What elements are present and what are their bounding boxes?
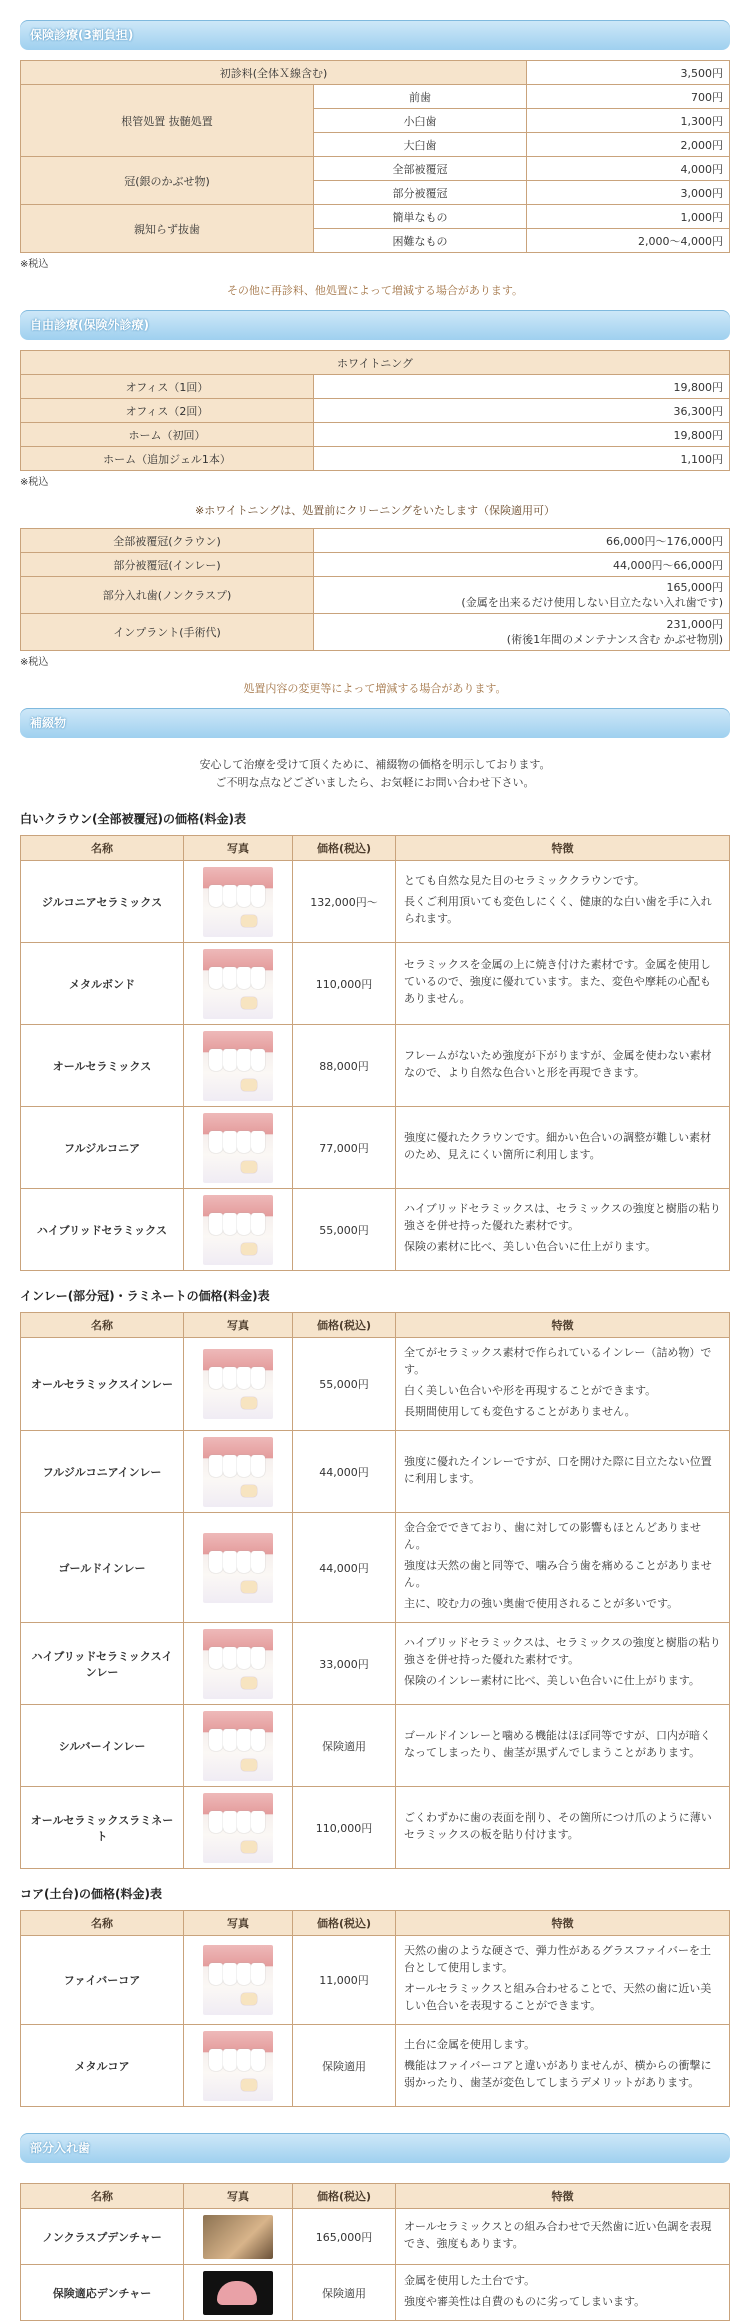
- column-header-name: 名称: [21, 836, 184, 861]
- tooth-photo: [203, 2215, 273, 2259]
- feature-line: 白く美しい色合いや形を再現することができます。: [404, 1384, 657, 1397]
- item-price: 132,000円〜: [293, 861, 396, 943]
- insured-table: [20, 60, 730, 253]
- table-header-row: [21, 1313, 730, 1338]
- row-sub: 前歯: [314, 85, 527, 109]
- item-photo: [184, 1189, 293, 1271]
- tooth-photo: [203, 2271, 273, 2315]
- table-row: [21, 943, 730, 1025]
- row-label: 冠(銀のかぶせ物): [21, 157, 314, 205]
- column-header-photo: 写真: [184, 1911, 293, 1936]
- table-row: [21, 1936, 730, 2025]
- tooth-photo: [203, 1945, 273, 2015]
- table-row: [21, 1338, 730, 1431]
- row-value: 2,000〜4,000円: [527, 229, 730, 253]
- row-value: 19,800円: [314, 423, 730, 447]
- table-row: [21, 2025, 730, 2107]
- item-name: メタルボンド: [21, 943, 184, 1025]
- row-label: 部分入れ歯(ノンクラスプ): [21, 577, 314, 614]
- item-photo: [184, 1513, 293, 1623]
- item-price: 110,000円: [293, 1787, 396, 1869]
- tooth-photo: [203, 1533, 273, 1603]
- item-feature: [396, 1189, 730, 1271]
- item-name: ハイブリッドセラミックスインレー: [21, 1623, 184, 1705]
- item-name: ジルコニアセラミックス: [21, 861, 184, 943]
- prosthesis-intro: [20, 756, 730, 792]
- table-row: [21, 375, 730, 399]
- item-photo: [184, 1338, 293, 1431]
- item-feature: [396, 1623, 730, 1705]
- item-feature: [396, 1936, 730, 2025]
- item-photo: [184, 1025, 293, 1107]
- table-row: [21, 553, 730, 577]
- item-feature: [396, 1338, 730, 1431]
- feature-line: セラミックスを金属の上に焼き付けた素材です。金属を使用しているので、強度に優れています。また、変色や摩耗の心配もありません。: [404, 958, 711, 1005]
- table-header-row: [21, 1911, 730, 1936]
- item-name: フルジルコニア: [21, 1107, 184, 1189]
- row-label: 親知らず抜歯: [21, 205, 314, 253]
- row-label: 根管処置 抜髄処置: [21, 85, 314, 157]
- row-value: 3,500円: [527, 61, 730, 85]
- column-header-feature: 特徴: [396, 1313, 730, 1338]
- row-value: 44,000円〜66,000円: [314, 553, 730, 577]
- table-row: [21, 1705, 730, 1787]
- item-feature: [396, 2209, 730, 2265]
- item-price: 165,000円: [293, 2209, 396, 2265]
- row-value: 4,000円: [527, 157, 730, 181]
- feature-line: 主に、咬む力の強い奥歯で使用されることが多いです。: [404, 1597, 679, 1610]
- row-sub: 簡単なもの: [314, 205, 527, 229]
- item-price: 保険適用: [293, 2265, 396, 2321]
- price-text: 165,000円: [666, 581, 723, 594]
- table-row: [21, 1189, 730, 1271]
- feature-line: オールセラミックスと組み合わせることで、天然の歯に近い美しい色合いを表現することができます。: [404, 1982, 712, 2012]
- table-row: [21, 1513, 730, 1623]
- insured-notice: その他に再診料、他処置によって増減する場合があります。: [226, 284, 524, 297]
- tooth-photo: [203, 1031, 273, 1101]
- item-photo: [184, 1107, 293, 1189]
- tax-note: ※税込: [20, 657, 49, 668]
- item-name: メタルコア: [21, 2025, 184, 2107]
- row-value: 700円: [527, 85, 730, 109]
- row-value: [314, 614, 730, 651]
- self-pay-table: [20, 528, 730, 651]
- row-sub: 小臼歯: [314, 109, 527, 133]
- row-value: 19,800円: [314, 375, 730, 399]
- column-header-feature: 特徴: [396, 2184, 730, 2209]
- item-price: 11,000円: [293, 1936, 396, 2025]
- item-price: 44,000円: [293, 1431, 396, 1513]
- feature-line: 金属を使用した土台です。: [404, 2273, 536, 2287]
- feature-line: オールセラミックスとの組み合わせで天然歯に近い色調を表現でき、強度もあります。: [404, 2219, 712, 2250]
- feature-line: 強度に優れたクラウンです。細かい色合いの調整が難しい素材のため、見えにくい箇所に利用します。: [404, 1130, 712, 1161]
- item-photo: [184, 1431, 293, 1513]
- item-feature: [396, 2025, 730, 2107]
- self-pay-header: 自由診療(保険外診療): [20, 310, 730, 340]
- row-label: オフィス（2回）: [21, 399, 314, 423]
- tax-note: ※税込: [20, 259, 49, 270]
- row-value: 1,000円: [527, 205, 730, 229]
- column-header-feature: 特徴: [396, 1911, 730, 1936]
- table-row: [21, 157, 730, 181]
- item-feature: [396, 861, 730, 943]
- table-row: [21, 61, 730, 85]
- row-label: ホーム（追加ジェル1本）: [21, 447, 314, 471]
- row-label: 部分被覆冠(インレー): [21, 553, 314, 577]
- row-value: 1,100円: [314, 447, 730, 471]
- column-header-price: 価格(税込): [293, 1911, 396, 1936]
- tooth-photo: [203, 1711, 273, 1781]
- feature-line: とても自然な見た目のセラミッククラウンです。: [404, 874, 645, 887]
- feature-line: 長期間使用しても変色することがありません。: [404, 1405, 636, 1418]
- item-photo: [184, 943, 293, 1025]
- item-price: 55,000円: [293, 1338, 396, 1431]
- table-row: [21, 1623, 730, 1705]
- item-price: 保険適用: [293, 2025, 396, 2107]
- prosthesis-header: 補綴物: [20, 708, 730, 738]
- item-price: 110,000円: [293, 943, 396, 1025]
- item-photo: [184, 2265, 293, 2321]
- feature-line: 保険のインレー素材に比べ、美しい色合いに仕上がります。: [404, 1674, 700, 1687]
- table-row: [21, 1025, 730, 1107]
- item-feature: [396, 1107, 730, 1189]
- feature-line: 長くご利用頂いても変色しにくく、健康的な白い歯を手に入れられます。: [404, 895, 712, 925]
- item-photo: [184, 1787, 293, 1869]
- crown-table-title: 白いクラウン(全部被覆冠)の価格(料金)表: [20, 812, 246, 826]
- item-price: 44,000円: [293, 1513, 396, 1623]
- table-row: [21, 529, 730, 553]
- table-row: [21, 2209, 730, 2265]
- item-price: 保険適用: [293, 1705, 396, 1787]
- item-name: ハイブリッドセラミックス: [21, 1189, 184, 1271]
- table-row: [21, 351, 730, 375]
- row-label: インプラント(手術代): [21, 614, 314, 651]
- whitening-note: ※ホワイトニングは、処置前にクリーニングをいたします（保険適用可）: [194, 504, 555, 517]
- core-table: [20, 1910, 730, 2107]
- row-sub: 全部被覆冠: [314, 157, 527, 181]
- item-price: 88,000円: [293, 1025, 396, 1107]
- insured-header: 保険診療(3割負担): [20, 20, 730, 50]
- item-name: フルジルコニアインレー: [21, 1431, 184, 1513]
- item-feature: [396, 1431, 730, 1513]
- table-row: [21, 205, 730, 229]
- item-feature: [396, 1025, 730, 1107]
- intro-line: ご不明な点などございましたら、お気軽にお問い合わせ下さい。: [215, 776, 535, 789]
- table-row: [21, 1787, 730, 1869]
- inlay-table-title: インレー(部分冠)・ラミネートの価格(料金)表: [20, 1289, 270, 1303]
- row-label: 初診料(全体Ｘ線含む): [21, 61, 527, 85]
- crown-table: [20, 835, 730, 1271]
- feature-line: 機能はファイバーコアと違いがありませんが、横からの衝撃に弱かったり、歯茎が変色してしまうデメリットがあります。: [404, 2059, 712, 2089]
- self-pay-notice: 処置内容の変更等によって増減する場合があります。: [243, 682, 507, 695]
- inlay-table: [20, 1312, 730, 1869]
- row-value: [314, 577, 730, 614]
- table-row: [21, 447, 730, 471]
- table-row: [21, 85, 730, 109]
- partial-denture-header: 部分入れ歯: [20, 2133, 730, 2163]
- price-text: 231,000円: [666, 618, 723, 631]
- item-name: ゴールドインレー: [21, 1513, 184, 1623]
- table-row: [21, 2265, 730, 2321]
- feature-line: 保険の素材に比べ、美しい色合いに仕上がります。: [404, 1240, 657, 1253]
- row-sub: 大臼歯: [314, 133, 527, 157]
- table-row: [21, 614, 730, 651]
- item-name: シルバーインレー: [21, 1705, 184, 1787]
- tooth-photo: [203, 1349, 273, 1419]
- tax-note: ※税込: [20, 477, 49, 488]
- row-label: オフィス（1回）: [21, 375, 314, 399]
- column-header-feature: 特徴: [396, 836, 730, 861]
- feature-line: 金合金でできており、歯に対しての影響もほとんどありません。: [404, 1521, 701, 1551]
- item-photo: [184, 1936, 293, 2025]
- tooth-photo: [203, 2031, 273, 2101]
- table-row: [21, 1107, 730, 1189]
- item-name: ファイバーコア: [21, 1936, 184, 2025]
- item-price: 55,000円: [293, 1189, 396, 1271]
- column-header-price: 価格(税込): [293, 2184, 396, 2209]
- tooth-photo: [203, 1437, 273, 1507]
- feature-line: フレームがないため強度が下がりますが、金属を使わない素材なので、より自然な色合いと形を再現できます。: [404, 1048, 712, 1079]
- whitening-title: ホワイトニング: [21, 351, 730, 375]
- column-header-photo: 写真: [184, 836, 293, 861]
- item-name: オールセラミックスラミネート: [21, 1787, 184, 1869]
- item-feature: [396, 1705, 730, 1787]
- table-row: [21, 577, 730, 614]
- price-subtext: (術後1年間のメンテナンス含む かぶせ物別): [506, 633, 723, 646]
- feature-line: ハイブリッドセラミックスは、セラミックスの強度と樹脂の粘り強さを併せ持った優れた素材です。: [404, 1636, 721, 1666]
- table-row: [21, 861, 730, 943]
- item-photo: [184, 861, 293, 943]
- row-value: 66,000円〜176,000円: [314, 529, 730, 553]
- feature-line: 強度は天然の歯と同等で、噛み合う歯を痛めることがありません。: [404, 1559, 712, 1589]
- item-price: 77,000円: [293, 1107, 396, 1189]
- table-row: [21, 423, 730, 447]
- feature-line: 全てがセラミックス素材で作られているインレー（詰め物）です。: [404, 1346, 712, 1376]
- tooth-photo: [203, 949, 273, 1019]
- row-value: 36,300円: [314, 399, 730, 423]
- item-photo: [184, 1623, 293, 1705]
- row-label: 全部被覆冠(クラウン): [21, 529, 314, 553]
- column-header-name: 名称: [21, 1911, 184, 1936]
- item-name: ノンクラスプデンチャー: [21, 2209, 184, 2265]
- core-table-title: コア(土台)の価格(料金)表: [20, 1887, 162, 1901]
- column-header-price: 価格(税込): [293, 1313, 396, 1338]
- item-name: オールセラミックス: [21, 1025, 184, 1107]
- table-row: [21, 1431, 730, 1513]
- row-label: ホーム（初回）: [21, 423, 314, 447]
- item-photo: [184, 2209, 293, 2265]
- price-subtext: (金属を出来るだけ使用しない目立たない入れ歯です): [461, 596, 723, 609]
- row-value: 2,000円: [527, 133, 730, 157]
- feature-line: 強度に優れたインレーですが、口を開けた際に目立たない位置に利用します。: [404, 1454, 712, 1485]
- column-header-name: 名称: [21, 2184, 184, 2209]
- item-photo: [184, 2025, 293, 2107]
- table-row: [21, 399, 730, 423]
- column-header-photo: 写真: [184, 2184, 293, 2209]
- item-feature: [396, 1513, 730, 1623]
- item-photo: [184, 1705, 293, 1787]
- row-value: 3,000円: [527, 181, 730, 205]
- tooth-photo: [203, 1629, 273, 1699]
- table-header-row: [21, 836, 730, 861]
- tooth-photo: [203, 1113, 273, 1183]
- tooth-photo: [203, 1793, 273, 1863]
- feature-line: 土台に金属を使用します。: [404, 2038, 536, 2051]
- row-sub: 困難なもの: [314, 229, 527, 253]
- column-header-price: 価格(税込): [293, 836, 396, 861]
- feature-line: ゴールドインレーと噛める機能はほぼ同等ですが、口内が暗くなってしまったり、歯茎が黒ずんでしまうことがあります。: [404, 1728, 711, 1759]
- denture-table: [20, 2183, 730, 2321]
- whitening-table: [20, 350, 730, 471]
- item-feature: [396, 943, 730, 1025]
- tooth-photo: [203, 1195, 273, 1265]
- table-header-row: [21, 2184, 730, 2209]
- item-name: 保険適応デンチャー: [21, 2265, 184, 2321]
- row-sub: 部分被覆冠: [314, 181, 527, 205]
- feature-line: 強度や審美性は自費のものに劣ってしまいます。: [404, 2294, 646, 2308]
- feature-line: ハイブリッドセラミックスは、セラミックスの強度と樹脂の粘り強さを併せ持った優れた素材です。: [404, 1202, 721, 1232]
- item-name: オールセラミックスインレー: [21, 1338, 184, 1431]
- item-feature: [396, 1787, 730, 1869]
- column-header-photo: 写真: [184, 1313, 293, 1338]
- item-feature: [396, 2265, 730, 2321]
- column-header-name: 名称: [21, 1313, 184, 1338]
- feature-line: 天然の歯のような硬さで、弾力性があるグラスファイバーを土台として使用します。: [404, 1944, 712, 1974]
- row-value: 1,300円: [527, 109, 730, 133]
- intro-line: 安心して治療を受けて頂くために、補綴物の価格を明示しております。: [199, 758, 551, 771]
- page: [20, 0, 730, 2321]
- feature-line: ごくわずかに歯の表面を削り、その箇所につけ爪のように薄いセラミックスの板を貼り付けます。: [404, 1810, 712, 1841]
- tooth-photo: [203, 867, 273, 937]
- item-price: 33,000円: [293, 1623, 396, 1705]
